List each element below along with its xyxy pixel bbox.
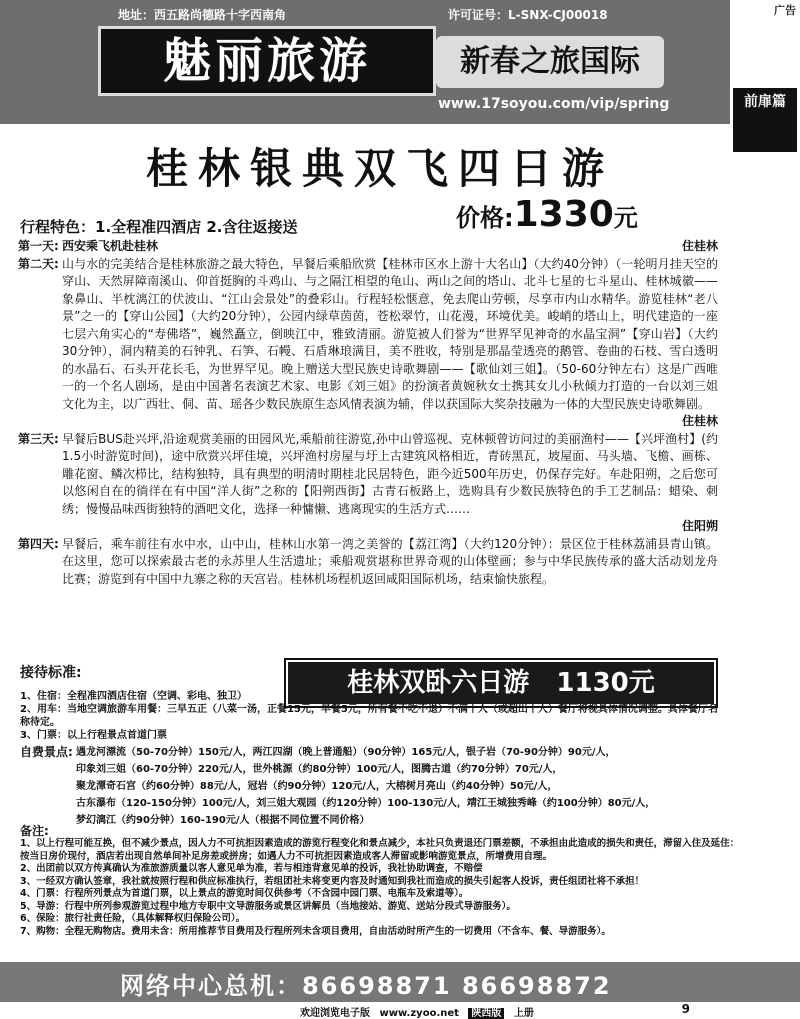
bottom-bar bbox=[300, 1004, 540, 1019]
note-item: 5、导游：行程中所列参观游览过程中地方专职中文导游服务或景区讲解员（当地接站、游览、送站分段式导游服务）。 bbox=[20, 900, 516, 912]
optional-attraction-line: 聚龙潭奇石宫（约60分钟）88元/人，冠岩（约90分钟）120元/人，大榕树月亮山（约40分钟）50元/人， bbox=[76, 781, 558, 792]
note-item: 2、出团前以双方传真确认为准旅游质量以客人意见单为准，若与相违背意见单的投诉，我社协助调查，不赔偿 bbox=[20, 863, 483, 874]
day-heading: 西安乘飞机赴桂林 bbox=[62, 239, 159, 253]
standards-title: 接待标准: bbox=[20, 665, 82, 681]
day-text: 山与水的完美结合是桂林旅游之最大特色，早餐后乘船欣赏【桂林市区水上游十大名山】（大约40分钟）（一轮明月挂天空的穿山、天然屏障南溪山、仰首挺胸的斗鸡山、与之隔江相望的龟山、两山之间的塔山、北斗七星的七斗星山、桂林城徽——象鼻山、半枕漓江的伏波山、“江山会景处”的叠彩山。行程轻松惬意，免去爬山劳顿，尽享市内山水精华。游览桂林“老八景”之一的【穿山公园】（大约20分钟），公园内绿草茵茵，苍松翠竹，山花漫，环境优美。峻峭的塔山上，明代建造的一座七层六角实心的“寿佛塔”，巍然矗立，倒映江中，雅致清丽。游览被人们誉为“世界罕见神奇的水晶宝洞”【穿山岩】（大约30分钟），洞内精美的石钟乳、石笋、石幔、石盾琳琅满目，美不胜收，特别是那晶莹透亮的鹅管、卷曲的石枝、雪白透明的水晶石、石头开花长毛，为世界罕见。晚上赠送大型民族史诗歌舞剧——【歌仙刘三姐】。（50-60分钟左右）这是广西唯一的一个名人剧场，是由中国著名表演艺术家、电影《刘三姐》的扮演者黄婉秋女士携其女儿小秋倾力打造的一台以刘三姐文化为主，以广西壮、侗、苗、瑶各少数民族原生态风情表演为辅，伴以获国际大奖杂技融为一体的大型民族史诗歌舞剧。 bbox=[62, 256, 718, 411]
ad-tag: 广告 bbox=[774, 4, 796, 17]
tour-price bbox=[456, 194, 638, 235]
hotline: 网络中心总机：86698871 86698872 bbox=[120, 972, 612, 1000]
day-stay: 住阳朔 bbox=[681, 519, 718, 533]
price-unit: 元 bbox=[613, 204, 638, 232]
tour-title: 桂林银典双飞四日游 bbox=[145, 144, 614, 193]
brand-name: 新春之旅国际 bbox=[436, 36, 664, 88]
agency-url[interactable]: www.17soyou.com/vip/spring bbox=[438, 96, 670, 112]
tour-features: 行程特色：1.全程准四酒店 2.含往返接送 bbox=[20, 218, 298, 236]
day-label: 第四天: bbox=[18, 536, 59, 551]
browse-text: 欢迎浏览电子版 bbox=[300, 1008, 370, 1019]
note-item: 3、一经双方确认签章，我社就按照行程和供应标准执行，若组团社未将变更内容及时通知到我社而造成的损失引起客人投诉，责任组团社将不承担！ bbox=[20, 875, 645, 887]
agency-logo: 魅丽旅游 bbox=[98, 26, 436, 96]
day-text: 早餐后BUS赴兴坪,沿途观赏美丽的田园风光,乘船前往游览,孙中山曾巡视、克林顿曾访问过的美丽渔村——【兴坪渔村】(约1.5小时游览时间)，途中欣赏兴坪佳境，兴坪渔村房屋与圩上古建筑风格相近，青砖黑瓦，坡屋面、马头墙、飞檐、画栋、雕花窗、鳞次栉比，结构独特，具有典型的明清时期桂北民居特色，距今近500年历史，仍保存完好。车赴阳朔，之后您可以悠闲自在的徜徉在有中国“洋人街”之称的【阳朔西街】古青石板路上，选购具有少数民族特色的手工艺制品：蜡染、刺绣；慢慢品味西街独特的酒吧文化，选择一种慵懒、逃离现实的生活方式…… bbox=[62, 431, 718, 516]
standards-item: 2、用车：当地空调旅游车用餐：三早五正（八菜一汤，正餐15元，早餐5元，所有餐不吃不退）不满十人（或超出十人）餐厅将视具体情况调整。具体餐厅名称待定。 bbox=[20, 704, 718, 728]
standards-item: 3、门票：以上行程景点首道门票 bbox=[20, 730, 167, 741]
promo-price: 1130元 bbox=[556, 668, 655, 698]
day-label: 第一天: bbox=[18, 239, 59, 253]
optional-attraction-line: 印象刘三姐（60-70分钟）220元/人，世外桃源（约80分钟）100元/人，图腾古道（约70分钟）70元/人， bbox=[76, 764, 563, 775]
optional-attractions bbox=[20, 744, 740, 829]
itinerary-day bbox=[18, 431, 718, 536]
region-tag: 陕西版 bbox=[468, 1008, 504, 1019]
itinerary-day bbox=[18, 238, 718, 256]
license-number: 许可证号：L-SNX-CJ00018 bbox=[448, 8, 608, 22]
optional-attraction-line: 梦幻漓江（约90分钟）160-190元/人（根据不同位置不同价格） bbox=[76, 815, 370, 826]
promo-title: 桂林双卧六日游 bbox=[347, 668, 530, 698]
volume-label: 上册 bbox=[513, 1008, 534, 1019]
note-item: 1、以上行程可能互换，但不减少景点，因人力不可抗拒因素造成的游览行程变化和景点减少，本社只负责退还门票差额，不承担由此造成的损失和责任，滞留入住及延住：按当日房价现付，酒店若出现自然单间补足房差或拼房；如遇人力不可抗拒因素造成客人滞留或影响游览景点，所增费用自理。 bbox=[20, 838, 740, 862]
note-item: 6、保险：旅行社责任险，（具体解释权归保险公司）。 bbox=[20, 913, 246, 924]
optional-attractions-label: 自费景点: bbox=[20, 745, 73, 759]
price-label: 价格: bbox=[456, 204, 514, 232]
itinerary bbox=[18, 238, 718, 588]
notes-list bbox=[20, 838, 740, 938]
day-stay: 住桂林 bbox=[681, 414, 718, 428]
standards-item: 1、住宿：全程准四酒店住宿（空调、彩电、独卫） bbox=[20, 691, 247, 702]
note-item: 4、门票：行程所列景点为首道门票，以上景点的游览时间仅供参考（不含园中园门票、电瓶车及索道等）。 bbox=[20, 888, 469, 899]
site-link[interactable]: www.zyoo.net bbox=[379, 1008, 459, 1019]
notes-title: 备注: bbox=[20, 824, 49, 838]
section-tab: 前扉篇 bbox=[733, 88, 797, 152]
itinerary-day bbox=[18, 536, 718, 589]
optional-attraction-line: 遇龙河漂流（50-70分钟）150元/人，两江四湖（晚上普通船）（90分钟）165元/人，银子岩（70-90分钟）90元/人， bbox=[76, 747, 616, 758]
page-number: 9 bbox=[681, 1002, 690, 1016]
agency-address: 地址：西五路尚德路十字西南角 bbox=[118, 8, 287, 22]
day-label: 第三天: bbox=[18, 431, 59, 446]
standards-list bbox=[20, 690, 740, 742]
day-label: 第二天: bbox=[18, 256, 59, 271]
optional-attraction-line: 古东瀑布（120-150分钟）100元/人，刘三姐大观园（约120分钟）100-130元/人，靖江王城独秀峰（约100分钟）80元/人， bbox=[76, 798, 656, 809]
itinerary-day bbox=[18, 256, 718, 431]
day-text: 早餐后，乘车前往有水中水，山中山，桂林山水第一湾之美誉的【荔江湾】（大约120分钟）：景区位于桂林荔浦县青山镇。在这里，您可以探索最古老的永苏里人生活遗址；乘船观赏堪称世界奇观的山体壁画；参与中华民族传承的盛大活动划龙舟比赛；游览到有中国中九寨之称的天宫岩。桂林机场程机返回咸阳国际机场，结束愉快旅程。 bbox=[62, 536, 718, 586]
note-item: 7、购物：全程无购物店。费用未含：所用推荐节目费用及行程所列未含项目费用，自由活动时所产生的一切费用（不含车、餐、导游服务）。 bbox=[20, 925, 611, 937]
price-value: 1330 bbox=[513, 194, 614, 235]
day-stay: 住桂林 bbox=[681, 239, 718, 253]
